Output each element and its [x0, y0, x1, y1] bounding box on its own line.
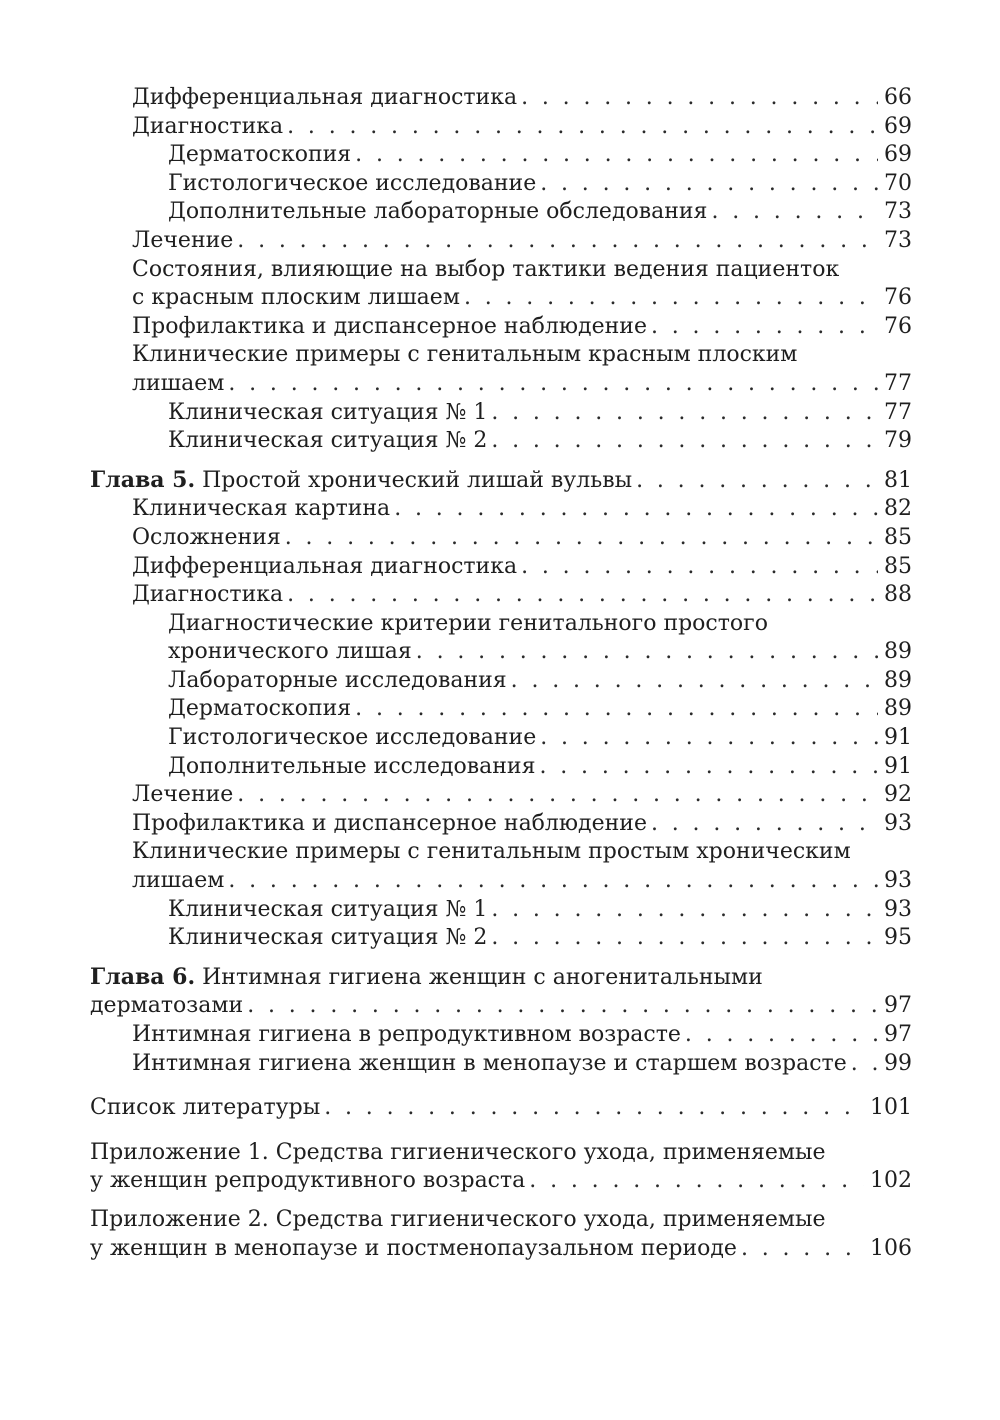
- toc-entry[interactable]: Лабораторные исследования . . . 89: [90, 667, 912, 696]
- page-number: 89: [884, 639, 912, 665]
- dot-leader: [491, 924, 878, 953]
- page-number: 77: [884, 370, 912, 396]
- toc-entry[interactable]: Дополнительные лабораторные обследования . . . 73: [90, 198, 912, 227]
- toc-entry[interactable]: Клинические примеры с генитальным красным плоским лишаем . . . 77: [90, 341, 912, 398]
- spacer: [90, 456, 912, 466]
- page-number: 76: [884, 313, 912, 339]
- page-number: 77: [884, 399, 912, 425]
- dot-leader: [540, 724, 878, 753]
- page-number: 88: [884, 582, 912, 608]
- dot-leader: [464, 284, 878, 313]
- page-number: 101: [870, 1095, 912, 1121]
- page-number: 81: [884, 467, 912, 493]
- toc-entry[interactable]: Гистологическое исследование . . . 70: [90, 170, 912, 199]
- toc-entry[interactable]: Дифференциальная диагностика . . . 66: [90, 84, 912, 113]
- toc-chapter-5[interactable]: Глава 5. Простой хронический лишай вульвы . . . 81: [90, 466, 912, 496]
- page-number: 97: [884, 993, 912, 1019]
- dot-leader: [228, 370, 878, 399]
- toc-entry[interactable]: Состояния, влияющие на выбор тактики ведения пациенток с красным плоским лишаем . . . 76: [90, 256, 912, 313]
- toc-entry[interactable]: Клиническая ситуация № 2 . . . 79: [90, 427, 912, 456]
- toc-entry[interactable]: Дерматоскопия . . . 69: [90, 141, 912, 170]
- toc-entry[interactable]: Интимная гигиена женщин в менопаузе и старшем возрасте . . . 99: [90, 1050, 912, 1079]
- dot-leader: [851, 1050, 878, 1079]
- page-number: 91: [884, 725, 912, 751]
- dot-leader: [237, 227, 878, 256]
- toc-entry[interactable]: Клинические примеры с генитальным простым хроническим лишаем . . . 93: [90, 838, 912, 895]
- page-number: 85: [884, 524, 912, 550]
- toc-entry[interactable]: Лечение . . . 73: [90, 227, 912, 256]
- page-number: 102: [870, 1168, 912, 1194]
- toc-entry[interactable]: Лечение . . . 92: [90, 781, 912, 810]
- page-number: 93: [884, 896, 912, 922]
- toc-entry[interactable]: Клиническая картина . . . 82: [90, 495, 912, 524]
- table-of-contents: [90, 84, 912, 1263]
- toc-entry[interactable]: Гистологическое исследование . . . 91: [90, 724, 912, 753]
- dot-leader: [324, 1094, 864, 1123]
- dot-leader: [491, 427, 878, 456]
- toc-entry[interactable]: Диагностические критерии генитального простого хронического лишая . . . 89: [90, 610, 912, 667]
- page-number: 79: [884, 428, 912, 454]
- page-number: 70: [884, 170, 912, 196]
- dot-leader: [651, 810, 878, 839]
- toc-entry[interactable]: Дифференциальная диагностика . . . 85: [90, 553, 912, 582]
- page-number: 93: [884, 868, 912, 894]
- page-number: 106: [870, 1235, 912, 1261]
- toc-appendix-2[interactable]: Приложение 2. Средства гигиенического ухода, применяемые у женщин в менопаузе и постменопаузальном периоде . . . 106: [90, 1206, 912, 1263]
- dot-leader: [685, 1021, 878, 1050]
- toc-entry[interactable]: Профилактика и диспансерное наблюдение . . . 93: [90, 810, 912, 839]
- toc-chapter-6[interactable]: Глава 6. Интимная гигиена женщин с аногенитальными дерматозами . . . 97: [90, 963, 912, 1021]
- page-number: 82: [884, 496, 912, 522]
- toc-entry[interactable]: Диагностика . . . 88: [90, 581, 912, 610]
- toc-entry[interactable]: Профилактика и диспансерное наблюдение . . . 76: [90, 313, 912, 342]
- dot-leader: [228, 867, 878, 896]
- dot-leader: [287, 581, 878, 610]
- dot-leader: [741, 1235, 864, 1264]
- dot-leader: [491, 896, 878, 925]
- dot-leader: [355, 695, 878, 724]
- toc-entry[interactable]: Клиническая ситуация № 1 . . . 93: [90, 896, 912, 925]
- dot-leader: [529, 1167, 864, 1196]
- toc-entry[interactable]: Диагностика . . . 69: [90, 113, 912, 142]
- toc-entry[interactable]: Осложнения . . . 85: [90, 524, 912, 553]
- page-number: 97: [884, 1022, 912, 1047]
- page-number: 95: [884, 925, 912, 951]
- spacer: [90, 953, 912, 963]
- page-number: 92: [884, 782, 912, 808]
- dot-leader: [711, 198, 878, 227]
- toc-appendix-1[interactable]: Приложение 1. Средства гигиенического ухода, применяемые у женщин репродуктивного возраста . . . 102: [90, 1139, 912, 1196]
- page-number: 85: [884, 553, 912, 579]
- toc-entry[interactable]: Интимная гигиена в репродуктивном возрасте . . . 97: [90, 1021, 912, 1050]
- page-number: 73: [884, 227, 912, 253]
- toc-entry[interactable]: Клиническая ситуация № 2 . . . 95: [90, 924, 912, 953]
- chapter-label: Глава 6.: [90, 963, 196, 990]
- page-number: 69: [884, 113, 912, 139]
- dot-leader: [287, 113, 878, 142]
- toc-entry[interactable]: Дерматоскопия . . . 89: [90, 695, 912, 724]
- toc-references[interactable]: Список литературы . . . 101: [90, 1094, 912, 1123]
- dot-leader: [636, 467, 878, 496]
- dot-leader: [540, 170, 878, 199]
- page-number: 66: [884, 85, 912, 110]
- page-number: 73: [884, 199, 912, 225]
- dot-leader: [416, 638, 878, 667]
- dot-leader: [355, 141, 878, 170]
- page-number: 91: [884, 753, 912, 779]
- spacer: [90, 1078, 912, 1094]
- page-number: 69: [884, 142, 912, 168]
- dot-leader: [539, 753, 878, 782]
- dot-leader: [511, 667, 878, 696]
- dot-leader: [521, 553, 878, 582]
- toc-entry[interactable]: Дополнительные исследования . . . 91: [90, 753, 912, 782]
- dot-leader: [491, 399, 878, 428]
- dot-leader: [237, 781, 878, 810]
- dot-leader: [247, 992, 878, 1021]
- dot-leader: [394, 495, 878, 524]
- page-number: 93: [884, 810, 912, 836]
- spacer: [90, 1123, 912, 1139]
- dot-leader: [651, 313, 878, 342]
- dot-leader: [521, 84, 878, 113]
- page-number: 89: [884, 667, 912, 693]
- page-number: 89: [884, 696, 912, 722]
- toc-entry[interactable]: Клиническая ситуация № 1 . . . 77: [90, 399, 912, 428]
- spacer: [90, 1196, 912, 1206]
- page-number: 99: [884, 1050, 912, 1076]
- page-number: 76: [884, 285, 912, 311]
- chapter-label: Глава 5.: [90, 466, 196, 493]
- dot-leader: [285, 524, 878, 553]
